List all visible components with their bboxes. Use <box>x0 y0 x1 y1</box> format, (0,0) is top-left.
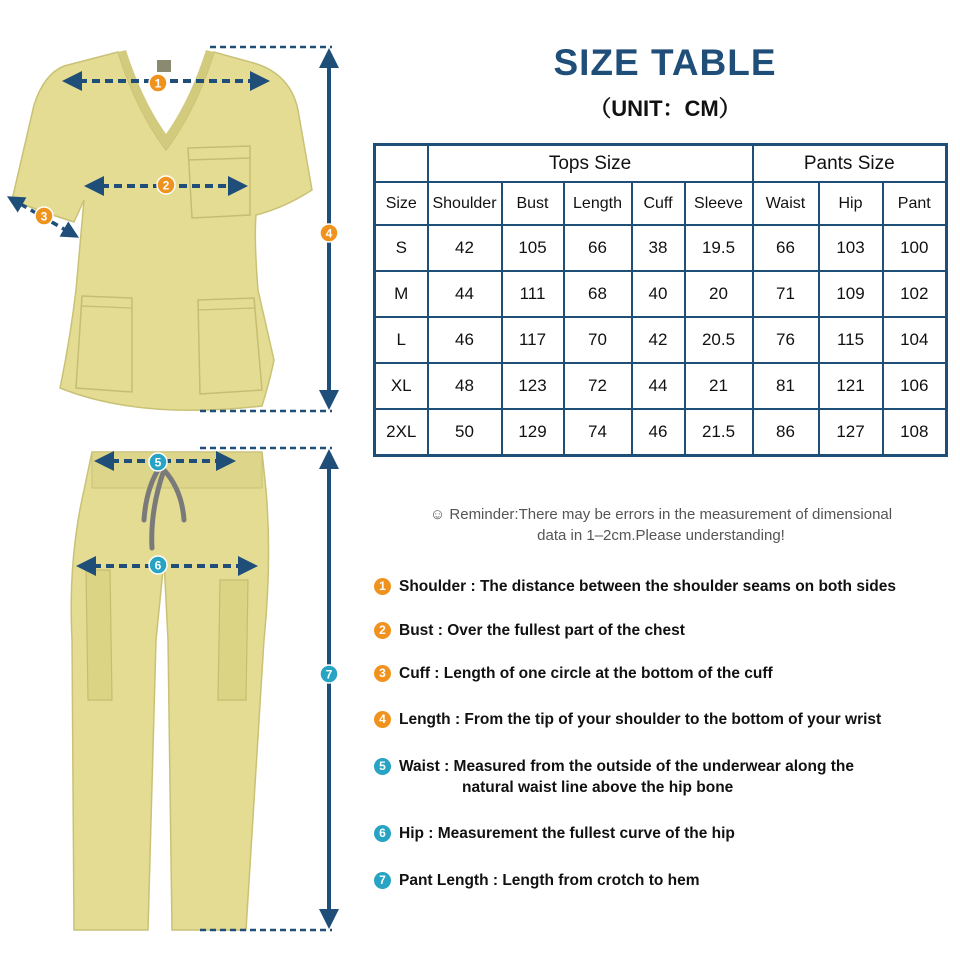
column-header: Waist <box>753 182 819 225</box>
page-title: SIZE TABLE <box>553 42 777 83</box>
definition-item <box>374 620 685 641</box>
garment-illustration <box>0 0 360 960</box>
column-header: Shoulder <box>428 182 502 225</box>
table-cell: 46 <box>428 317 502 363</box>
table-cell: 117 <box>502 317 564 363</box>
svg-text:7: 7 <box>325 667 333 682</box>
definition-item <box>374 823 735 844</box>
table-cell: 109 <box>819 271 883 317</box>
table-cell: 127 <box>819 409 883 456</box>
unit-subtitle: （UNIT：CM） <box>589 96 741 121</box>
table-cell: 2XL <box>375 409 428 456</box>
table-cell: 21.5 <box>685 409 753 456</box>
table-cell: 115 <box>819 317 883 363</box>
table-cell: 44 <box>632 363 685 409</box>
table-cell: 70 <box>564 317 632 363</box>
table-cell: 123 <box>502 363 564 409</box>
table-cell: S <box>375 225 428 271</box>
table-cell: 66 <box>753 225 819 271</box>
column-header: Length <box>564 182 632 225</box>
marker-7 <box>320 665 338 683</box>
table-cell: 106 <box>883 363 947 409</box>
group-header-tops: Tops Size <box>428 145 753 183</box>
table-cell: 42 <box>428 225 502 271</box>
reminder-line-1: ☺ Reminder:There may be errors in the measurement of dimensional <box>429 506 893 523</box>
corner-cell <box>375 145 428 183</box>
reminder-line-2: data in 1–2cm.Please understanding! <box>537 527 785 544</box>
table-cell: 86 <box>753 409 819 456</box>
table-cell: 76 <box>753 317 819 363</box>
table-cell: 50 <box>428 409 502 456</box>
svg-text:6: 6 <box>154 558 162 573</box>
table-cell: L <box>375 317 428 363</box>
table-cell: 111 <box>502 271 564 317</box>
number-badge: 7 <box>374 872 391 889</box>
column-header: Sleeve <box>685 182 753 225</box>
group-header-row <box>375 145 947 183</box>
column-header-row <box>375 182 947 225</box>
table-cell: 44 <box>428 271 502 317</box>
definition-item <box>374 663 773 684</box>
number-badge: 1 <box>374 578 391 595</box>
table-cell: 71 <box>753 271 819 317</box>
scrub-pants-illustration <box>71 452 268 930</box>
column-header: Bust <box>502 182 564 225</box>
table-cell: 20 <box>685 271 753 317</box>
svg-text:2: 2 <box>162 178 170 193</box>
table-cell: 100 <box>883 225 947 271</box>
size-table <box>373 143 948 457</box>
definition-text: Shoulder : The distance between the shoulder seams on both sides <box>399 578 896 595</box>
table-cell: 68 <box>564 271 632 317</box>
marker-3 <box>35 207 53 225</box>
table-cell: 74 <box>564 409 632 456</box>
table-cell: 19.5 <box>685 225 753 271</box>
number-badge: 3 <box>374 665 391 682</box>
number-badge: 5 <box>374 758 391 775</box>
brand-label-icon <box>157 60 171 72</box>
table-cell: 21 <box>685 363 753 409</box>
table-cell: 104 <box>883 317 947 363</box>
table-row <box>375 363 947 409</box>
number-badge: 6 <box>374 825 391 842</box>
table-row <box>375 409 947 456</box>
definition-item <box>374 756 854 798</box>
table-cell: 108 <box>883 409 947 456</box>
svg-text:3: 3 <box>40 209 48 224</box>
definition-continuation: natural waist line above the hip bone <box>462 779 734 796</box>
table-row <box>375 225 947 271</box>
definition-text: Cuff : Length of one circle at the bottom of the cuff <box>399 665 773 682</box>
marker-1 <box>149 74 167 92</box>
definition-text: Pant Length : Length from crotch to hem <box>399 872 700 889</box>
table-cell: 81 <box>753 363 819 409</box>
table-cell: 129 <box>502 409 564 456</box>
table-cell: 102 <box>883 271 947 317</box>
column-header: Hip <box>819 182 883 225</box>
table-cell: 103 <box>819 225 883 271</box>
group-header-pants: Pants Size <box>753 145 947 183</box>
svg-text:5: 5 <box>154 455 162 470</box>
definition-text: Length : From the tip of your shoulder to the bottom of your wrist <box>399 711 882 728</box>
table-cell: 72 <box>564 363 632 409</box>
definition-item <box>374 576 896 597</box>
svg-text:4: 4 <box>325 226 333 241</box>
marker-6 <box>149 556 167 574</box>
svg-text:1: 1 <box>154 76 162 91</box>
table-cell: XL <box>375 363 428 409</box>
table-cell: 38 <box>632 225 685 271</box>
definition-text: Hip : Measurement the fullest curve of the hip <box>399 825 735 842</box>
definition-text: Waist : Measured from the outside of the underwear along the <box>399 758 855 775</box>
number-badge: 4 <box>374 711 391 728</box>
definition-item <box>374 709 881 730</box>
table-cell: 20.5 <box>685 317 753 363</box>
marker-4 <box>320 224 338 242</box>
marker-2 <box>157 176 175 194</box>
table-cell: 48 <box>428 363 502 409</box>
column-header: Cuff <box>632 182 685 225</box>
column-header: Size <box>375 182 428 225</box>
table-cell: 105 <box>502 225 564 271</box>
table-cell: 66 <box>564 225 632 271</box>
reminder-note <box>396 504 926 546</box>
table-row <box>375 317 947 363</box>
scrub-top-illustration <box>12 50 312 410</box>
table-cell: 42 <box>632 317 685 363</box>
column-header: Pant <box>883 182 947 225</box>
number-badge: 2 <box>374 622 391 639</box>
definition-item <box>374 870 700 891</box>
definition-text: Bust : Over the fullest part of the chest <box>399 622 685 639</box>
marker-5 <box>149 453 167 471</box>
table-cell: M <box>375 271 428 317</box>
table-cell: 40 <box>632 271 685 317</box>
table-row <box>375 271 947 317</box>
table-cell: 121 <box>819 363 883 409</box>
table-cell: 46 <box>632 409 685 456</box>
